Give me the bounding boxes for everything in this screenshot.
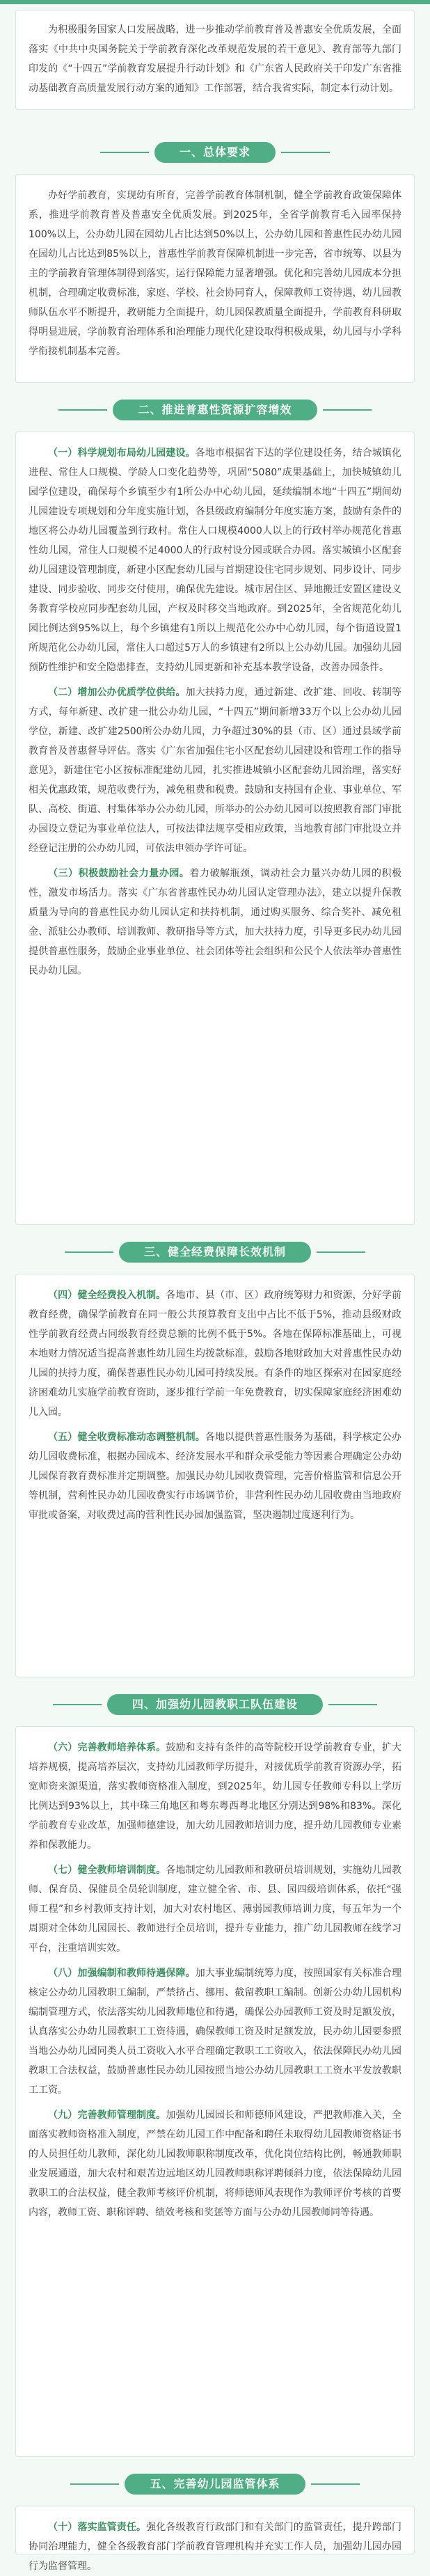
item-text: 强化各级教育行政部门和有关部门的监管责任，提升跨部门协同治理能力，健全各级教育部门学前教育管理机构并充实工作人员，加强幼儿园办园行为监督管理。 [29,2522,402,2572]
item-text: 鼓励和支持有条件的高等院校开设学前教育专业，扩大培养规模，提高培养层次，支持幼儿园教师学历提升，对接优质学前教育资源办学，拓宽师资来源渠道，落实教师资格准入制度，到2025年，幼儿园专任教师专科以上学历比例达到93%以上，其中珠三角地区和粤东粤西粤北地区分别达到98%和83%。深化学前教育专业改革，加强师德建设，加大幼儿园教师培训力度，提升幼儿园教师专业素养和保教能力。 [29,1742,402,1851]
item-text: 各地制定幼儿园教师和教研员培训规划，实施幼儿园教师、保育员、保健员全员轮训制度，建立健全省、市、县、园四级培训体系，依托“强师工程”和乡村教师支持计划，加大对农村地区、薄弱园教师培训力度，每五年为一个周期对全体幼儿园园长、教师进行全员培训，提升专业能力，推广幼儿园教师在线学习平台，注重培训实效。 [29,1865,402,1954]
intro-paragraph: 为积极服务国家人口发展战略，进一步推动学前教育普及普惠安全优质发展，全面落实《中共中央国务院关于学前教育深化改革规范发展的若干意见》、教育部等九部门印发的《“十四五”学前教育发展提升行动计划》和《广东省人民政府关于印发广东省推动基础教育高质量发展行动方案的通知》工作部署，结合我省实际，制定本行动计划。 [29,24,401,94]
section-banner-5 [0,2468,430,2500]
section-title: 三、健全经费保障长效机制 [119,1242,311,1263]
item-text: 加大事业编制统筹力度，按照国家有关标准合理核定公办幼儿园教职工编制，严禁挤占、挪用、截留教职工编制。创新公办幼儿园机构编制管理方式，依法落实幼儿园教师地位和待遇，确保公办园教师工资及时足额发放，认真落实公办幼儿园教职工工资待遇，确保教师工资及时足额发放，民办幼儿园要参照当地公办幼儿园同类人员工资收入水平合理确定教职工工资收入，依法保障民办幼儿园教职工合法权益，鼓励普惠性民办幼儿园按照当地公办幼儿园教职工工资水平发放教职工工资。 [29,1968,402,2096]
item-heading: （二）增加公办优质学位供给。 [48,687,186,698]
section-1-text: 办好学前教育，实现幼有所育，完善学前教育体制机制，健全学前教育政策保障体系，推进学前教育普及普惠安全优质发展。到2025年，全省学前教育毛入园率保持100%以上，公办幼儿园在园幼儿占比达到50%以上，公办幼儿园和普惠性民办幼儿园在园幼儿占比达到85%以上，普惠性学前教育保障机制进一步完善，省市统筹、以县为主的学前教育管理体制得到落实，运行保障能力显著增强。优化和完善幼儿园成本分担机制，合理确定收费标准，家庭、学校、社会协同育人，保障教师工资待遇，幼儿园教师队伍水平不断提升，教研能力全面提升，幼儿园保教质量全面提升，学前教育科研取得明显进展，学前教育治理体系和治理能力现代化建设取得积极成果，幼儿园与小学科学衔接机制基本完善。 [29,190,401,357]
item-heading: （八）加强编制和教师待遇保障。 [48,1968,196,1979]
item-heading: （一）科学规划布局幼儿园建设。 [48,448,196,459]
section-banner-1 [0,136,430,168]
section-title: 一、总体要求 [154,142,276,163]
section-title: 二、推进普惠性资源扩容增效 [113,400,317,420]
item-text: 各地以提供普惠性服务为基础，科学核定公办幼儿园收费标准，根据办园成本、经济发展水平和群众承受能力等因素合理确定公办幼儿园保育教育费标准并定期调整。加强民办幼儿园收费管理，完善价格监管和信息公开等机制，营利性民办幼儿园收费实行市场调节价，非营利性民办幼儿园收费由当地政府审批或备案，对收费过高的营利性民办园加强监管，坚决遏制过度逐利行为。 [29,1432,401,1521]
item-text: 各地市、县（市、区）政府统筹财力和资源，分好学前教育经费，确保学前教育在同一般公共预算教育支出中占比不低于5%，推动县级财政性学前教育经费占同级教育经费总额的比例不低于5%。各地在保障标准基础上，可视本地财力情况适当提高普惠性幼儿园生均拨款标准，鼓励各地财政加大对普惠性民办幼儿园的扶持力度，确保普惠性民办幼儿园可持续发展。有条件的地区探索对在园家庭经济困难幼儿实施学前教育资助，逐步推行学前一年免费教育，切实保障家庭经济困难幼儿入园。 [29,1290,402,1418]
item-heading: （十）落实监管责任。 [48,2522,147,2533]
section-banner-4 [0,1689,430,1721]
item-text: 加强幼儿园园长和师德师风建设，严把教师准入关，全面落实教师资格准入制度，严禁在幼儿园工作中配备和聘任未取得幼儿园教师资格证书的人员担任幼儿教师，深化幼儿园教师职称制度改革，优化岗位结构比例，畅通教师职业发展通道，加大农村和艰苦边远地区幼儿园教师职称评聘倾斜力度，依法保障幼儿园教职工的合法权益，健全教师考核评价机制，将师德师风表现作为教师评价考核的首要内容，教师工资、职称评聘、绩效考核和奖惩等方面与公办幼儿园教师同等待遇。 [29,2110,402,2218]
item-heading: （六）完善教师培养体系。 [48,1742,166,1753]
item-heading: （三）积极鼓励社会力量办园。 [48,868,190,879]
section-title: 四、加强幼儿园教职工队伍建设 [107,1694,323,1715]
item-heading: （七）健全教师培训制度。 [48,1865,166,1876]
top-accent-bar [0,0,430,4]
section-banner-2 [0,394,430,426]
item-text: 各地市根据省下达的学位建设任务，结合城镇化进程、常住人口规模、学龄人口变化趋势等，巩固“5080”成果基础上，加快城镇幼儿园学位建设，确保每个乡镇至少有1所公办中心幼儿园，延续编制本地“十四五”期间幼儿园建设专项规划和分年度实施计划，各县级政府编制分年度实施方案，鼓励有条件的地区将公办幼儿园覆盖到行政村。常住人口规模4000人以上的行政村举办规范化普惠性幼儿园，常住人口规模不足4000人的行政村设分园或联合办园。落实城镇小区配套幼儿园建设管理制度，新建小区配套幼儿园与首期建设住宅同步规划、同步设计、同步建设、同步验收、同步交付使用，确保优先建设。城市居住区、异地搬迁安置区建设义务教育学校应同步配套幼儿园，产权及时移交当地政府。到2025年，全省规范化幼儿园比例达到95%以上，每个乡镇建有1所以上规范化公办中心幼儿园，每个街道设置1所规范化公办幼儿园，常住人口超过5万人的乡镇建有2所以上公办幼儿园。加强幼儿园预防性维护和安全隐患排查，支持幼儿园更新和补充基本教学设备，改善办园条件。 [29,448,402,673]
item-heading: （五）健全收费标准动态调整机制。 [48,1432,205,1443]
item-text: 加大扶持力度，通过新建、改扩建、回收、转制等方式，每年新建、改扩建一批公办幼儿园，“十四五”期间新增33万个以上公办幼儿园学位，新建、改扩建2500所公办幼儿园，力争超过30%的县（市、区）通过县域学前教育普及普惠督导评估。落实《广东省加强住宅小区配套幼儿园建设和管理工作的指导意见》，新建住宅小区按标准配建幼儿园，扎实推进城镇小区配套幼儿园治理，落实好相关优惠政策，规范收费行为，减免租费和税费。鼓励和支持国有企业、事业单位、军队、高校、街道、村集体举办公办幼儿园，所举办的公办幼儿园可以按照教育部门审批办园设立登记为事业单位法人，可按法律法规享受相应政策，当地教育部门审批设立并经登记注册的公办幼儿园，可依法申领办学许可证。 [29,687,402,854]
section-1-card [15,174,415,383]
section-title: 五、完善幼儿园监管体系 [125,2474,305,2495]
section-2-card [15,432,415,1225]
section-5-card [15,2506,415,2572]
item-heading: （四）健全经费投入机制。 [48,1290,166,1301]
section-3-card [15,1274,415,1677]
item-text: 着力破解瓶颈，调动社会力量兴办幼儿园的积极性，激发市场活力。落实《广东省普惠性民办幼儿园认定管理办法》，建立以提升保教质量为导向的普惠性民办幼儿园认定和扶持机制，通过购买服务、综合奖补、减免租金、派驻公办教师、培训教师、教研指导等方式，加大扶持力度，引导更多民办幼儿园提供普惠性服务，鼓励企业事业单位、社会团体等社会组织和公民个人依法举办普惠性民办幼儿园。 [29,868,402,977]
section-4-card [15,1726,415,2457]
section-banner-3 [0,1236,430,1268]
item-heading: （九）完善教师管理制度。 [48,2110,166,2121]
intro-card [15,10,415,110]
